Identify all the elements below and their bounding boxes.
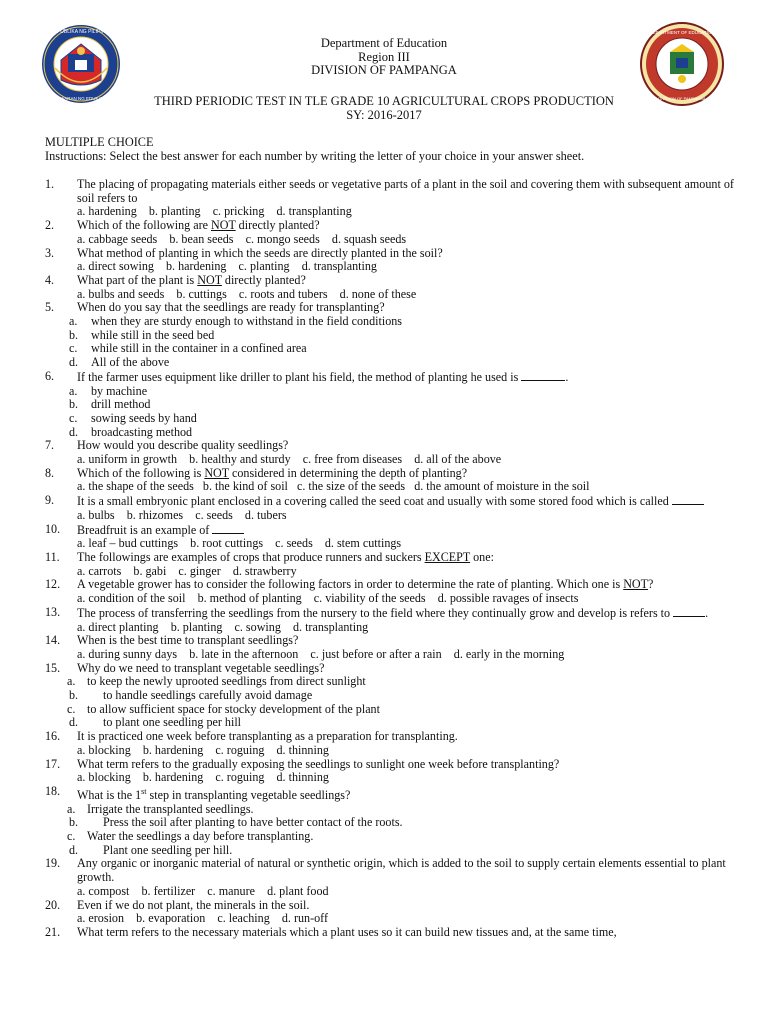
- question-text: What is the 1st step in transplanting vegetable seedlings?: [77, 786, 351, 802]
- option-a: a. to keep the newly uprooted seedlings from direct sunlight: [67, 674, 366, 689]
- exam-title-line: THIRD PERIODIC TEST IN TLE GRADE 10 AGRICULTURAL CROPS PRODUCTION: [154, 94, 614, 108]
- question-options: a. hardening b. planting c. pricking d. transplanting: [77, 204, 352, 219]
- question-number: 8.: [45, 465, 55, 480]
- document-header: [0, 37, 768, 78]
- question-number: 15.: [45, 660, 61, 675]
- answer-blank: [672, 494, 704, 505]
- option-d: d. to plant one seedling per hill: [69, 715, 242, 730]
- svg-text:KAGAWARAN NG EDUKASYON: KAGAWARAN NG EDUKASYON: [47, 96, 115, 101]
- question-number: 3.: [45, 245, 55, 260]
- section-heading: MULTIPLE CHOICE: [45, 135, 154, 149]
- question-text: What method of planting in which the seeds are directly planted in the soil?: [77, 245, 443, 260]
- question-3: [45, 247, 735, 274]
- option-b: b. to handle seedlings carefully avoid damage: [69, 688, 313, 703]
- question-text: Which of the following is NOT considered in determining the depth of planting?: [77, 465, 468, 480]
- question-number: 12.: [45, 577, 61, 592]
- answer-blank: [673, 606, 705, 617]
- question-text: When do you say that the seedlings are ready for transplanting?: [77, 300, 385, 315]
- question-options: a. compost b. fertilizer c. manure d. plant food: [77, 883, 329, 898]
- question-9: [45, 494, 735, 522]
- question-text: It is practiced one week before transplanting as a preparation for transplanting.: [77, 729, 458, 744]
- option-d: d. broadcasting method: [69, 424, 193, 439]
- question-5: [45, 301, 735, 370]
- question-options: a. bulbs and seeds b. cuttings c. roots and tubers d. none of these: [77, 286, 417, 301]
- question-number: 18.: [45, 783, 61, 798]
- question-13: [45, 606, 735, 634]
- svg-text:DEPARTMENT OF EDUCATION: DEPARTMENT OF EDUCATION: [649, 30, 715, 35]
- answer-blank: [521, 370, 565, 381]
- question-14: [45, 634, 735, 661]
- question-number: 1.: [45, 177, 55, 191]
- question-text: When is the best time to transplant seedlings?: [77, 633, 299, 648]
- svg-text:REPUBLIKA NG PILIPINAS: REPUBLIKA NG PILIPINAS: [50, 29, 112, 35]
- option-a: a. by machine: [69, 383, 148, 398]
- question-number: 13.: [45, 604, 61, 619]
- question-options: a. bulbs b. rhizomes c. seeds d. tubers: [77, 507, 287, 522]
- question-options: a. uniform in growth b. healthy and sturdy c. free from diseases d. all of the above: [77, 452, 502, 467]
- question-text: How would you describe quality seedlings?: [77, 438, 289, 453]
- division-line: DIVISION OF PAMPANGA: [311, 63, 457, 77]
- question-text: Which of the following are NOT directly planted?: [77, 218, 320, 233]
- option-d: d. All of the above: [69, 355, 170, 370]
- question-17: [45, 758, 735, 785]
- question-options: a. blocking b. hardening c. roguing d. thinning: [77, 770, 329, 785]
- question-number: 19.: [45, 856, 61, 871]
- question-number: 11.: [45, 549, 60, 564]
- option-c: c. sowing seeds by hand: [69, 410, 197, 425]
- emphasis-except: EXCEPT: [424, 549, 471, 564]
- section-header: [45, 136, 584, 163]
- option-c: c. to allow sufficient space for stocky development of the plant: [67, 701, 380, 716]
- question-7: [45, 439, 735, 466]
- question-number: 10.: [45, 521, 61, 536]
- question-options: a. leaf – bud cuttings b. root cuttings c. seeds d. stem cuttings: [77, 536, 402, 551]
- question-16: [45, 730, 735, 757]
- region-line: Region III: [358, 49, 410, 64]
- exam-title: [0, 95, 768, 122]
- question-12: [45, 578, 735, 605]
- question-number: 7.: [45, 438, 55, 453]
- question-20: [45, 899, 735, 926]
- option-a: a. Irrigate the transplanted seedlings.: [67, 801, 254, 816]
- instructions-text: Instructions: Select the best answer for each number by writing the letter of your choice in your answer sheet.: [45, 148, 585, 163]
- question-list: [45, 178, 735, 940]
- question-options: a. condition of the soil b. method of planting c. viability of the seeds d. possible ravages of insects: [77, 591, 579, 606]
- question-1: [45, 178, 735, 219]
- department-line: Department of Education: [320, 36, 448, 50]
- emphasis-not: NOT: [197, 272, 222, 287]
- option-c: c. while still in the container in a confined area: [69, 341, 307, 356]
- question-number: 6.: [45, 368, 55, 383]
- question-text: The followings are examples of crops that produce runners and suckers EXCEPT one:: [77, 549, 494, 564]
- question-2: [45, 219, 735, 246]
- emphasis-not: NOT: [211, 218, 236, 233]
- question-8: [45, 467, 735, 494]
- question-text: The placing of propagating materials either seeds or vegetative parts of a plant in the soil and covering them with subsequent amount of soil refers to: [77, 177, 734, 205]
- question-options: a. blocking b. hardening c. roguing d. thinning: [77, 742, 329, 757]
- option-d: d. Plant one seedling per hill.: [69, 842, 233, 857]
- question-number: 4.: [45, 272, 55, 287]
- svg-text:DIVISION OF PAMPANGA: DIVISION OF PAMPANGA: [658, 96, 706, 101]
- question-4: [45, 274, 735, 301]
- question-number: 5.: [45, 300, 55, 315]
- question-options: a. carrots b. gabi c. ginger d. strawberry: [77, 563, 297, 578]
- question-options: a. direct sowing b. hardening c. planting d. transplanting: [77, 259, 377, 274]
- emphasis-not: NOT: [204, 465, 229, 480]
- question-options: a. cabbage seeds b. bean seeds c. mongo seeds d. squash seeds: [77, 231, 407, 246]
- question-options: a. the shape of the seeds b. the kind of soil c. the size of the seeds d. the amount of moisture in the soil: [77, 479, 590, 494]
- question-text: A vegetable grower has to consider the following factors in order to determine the rate of planting. Which one is NOT?: [77, 577, 654, 592]
- school-year-line: SY: 2016-2017: [346, 107, 422, 122]
- question-number: 9.: [45, 493, 55, 508]
- option-b: b. while still in the seed bed: [69, 327, 215, 342]
- question-21: [45, 926, 735, 940]
- question-number: 20.: [45, 897, 61, 912]
- question-options: a. erosion b. evaporation c. leaching d. run-off: [77, 911, 328, 926]
- question-15: [45, 662, 735, 731]
- question-text: The process of transferring the seedlings from the nursery to the field where they continually grow and develop is refers to .: [77, 605, 709, 620]
- question-19: [45, 857, 735, 898]
- question-number: 2.: [45, 218, 55, 233]
- option-b: b. drill method: [69, 397, 151, 412]
- option-c: c. Water the seedlings a day before transplanting.: [67, 829, 314, 844]
- question-18: [45, 785, 735, 858]
- question-options: a. direct planting b. planting c. sowing d. transplanting: [77, 619, 369, 634]
- question-text: What term refers to the necessary materials which a plant uses so it can build new tissues and, at the same time,: [77, 925, 617, 939]
- question-number: 16.: [45, 729, 61, 744]
- answer-blank: [212, 523, 244, 534]
- option-b: b. Press the soil after planting to have better contact of the roots.: [69, 815, 403, 830]
- question-text: What part of the plant is NOT directly planted?: [77, 272, 306, 287]
- question-text: Even if we do not plant, the minerals in the soil.: [77, 897, 310, 912]
- question-options: a. during sunny days b. late in the afternoon c. just before or after a rain d. early in the morning: [77, 646, 565, 661]
- question-number: 14.: [45, 633, 61, 648]
- question-6: [45, 370, 735, 440]
- question-number: 21.: [45, 925, 61, 939]
- question-10: [45, 523, 735, 551]
- question-number: 17.: [45, 756, 61, 771]
- question-text: What term refers to the gradually exposing the seedlings to sunlight one week before transplanting?: [77, 756, 560, 771]
- question-text: Breadfruit is an example of: [77, 523, 735, 538]
- question-text: It is a small embryonic plant enclosed in a covering called the seed coat and usually with some stored food which is called: [77, 494, 735, 509]
- emphasis-not: NOT: [623, 577, 649, 592]
- option-a: a. when they are sturdy enough to withstand in the field conditions: [69, 314, 403, 329]
- question-text: Any organic or inorganic material of natural or synthetic origin, which is added to the soil to supply certain elements essential to plant growth.: [77, 856, 726, 885]
- question-11: [45, 551, 735, 578]
- question-text: Why do we need to transplant vegetable seedlings?: [77, 660, 325, 675]
- question-text: If the farmer uses equipment like driller to plant his field, the method of planting he used is .: [77, 369, 569, 384]
